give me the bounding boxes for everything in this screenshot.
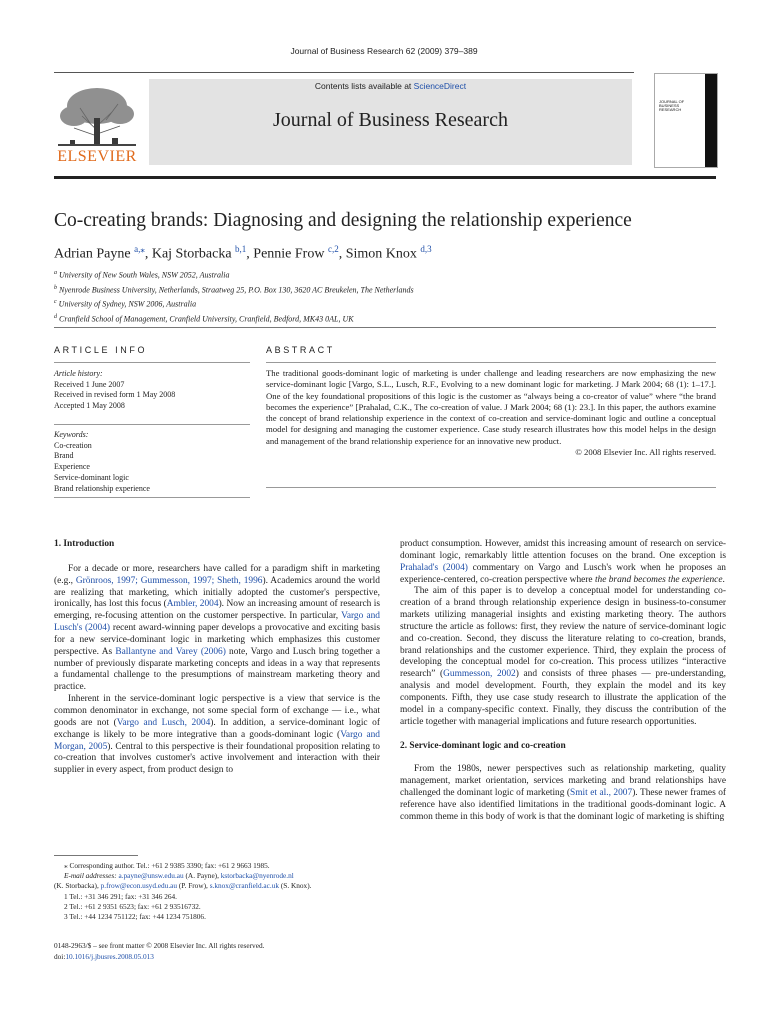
keywords-block xyxy=(54,430,250,494)
text-run: Inherent in the service-dominant logic perspective is a view that service is the common denominator in exchange, not some special form of exchange — i.e., what goods are not ( xyxy=(54,694,380,728)
affiliation-text: University of New South Wales, NSW 2052, Australia xyxy=(57,270,230,280)
author-name: Kaj Storbacka xyxy=(151,246,236,262)
author-name: Pennie Frow xyxy=(253,246,328,262)
email-link-storbacka[interactable]: kstorbacka@nyenrode.nl xyxy=(220,871,294,881)
intro-paragraph-3 xyxy=(400,539,726,586)
contents-prefix: Contents lists available at xyxy=(314,81,414,91)
intro-paragraph-1 xyxy=(54,564,380,694)
abstract-heading: ABSTRACT xyxy=(266,345,335,355)
email-name-payne: (A. Payne), xyxy=(183,871,221,881)
section-rule xyxy=(54,327,716,328)
history-entry: Received in revised form 1 May 2008 xyxy=(54,390,176,400)
affiliation xyxy=(54,296,734,311)
citation-link[interactable]: Grönroos, 1997; Gummesson, 1997; Sheth, 1996 xyxy=(75,575,263,586)
email-name-frow: (P. Frow), xyxy=(177,881,210,891)
abstract-text: The traditional goods-dominant logic of marketing is under challenge and leading researchers are now emphasizing the new service-dominant logic [Vargo, S.L., Lusch, R.F., Evolving to a new dominant logic for marketing. J Mark 2004; 68 (1): 1–17.]. One of the key foundational propositions of this logic is the customer as “always being a co-creator of value” where “the brand becomes the experience” [Prahalad, C.K., The co-creation of value. J Mark 2004; 68 (1): 23.]. In this paper, the authors examine the concept of brand relationship experience in the context of co-creation and service-dominant logic and outline a conceptual model for designing and managing the customer experience. Case study research illustrates how this model helps in the design and management of the brand relationship experience for an innovative new product. xyxy=(266,368,716,446)
sciencedirect-link[interactable]: ScienceDirect xyxy=(413,81,467,91)
history-label: Article history: xyxy=(54,369,103,378)
text-run: ). Central to this perspective is their foundational proposition relating to co-creation that involves customer's active involvement and interaction with their supplier in every aspect, from product design to xyxy=(54,741,380,776)
text-run: ) and consists of three phases — pre-understanding, analysis and model development. Fourth, they explain the model and its key components. Fifth, they use case study research to illustrate the application of the model in a company-specific context. Finally, they discuss the contribution of the article together with managerial implications and future research opportunities. xyxy=(400,669,726,727)
affiliation xyxy=(54,267,734,282)
history-entry: Accepted 1 May 2008 xyxy=(54,401,125,411)
text-run: note, Vargo and Lusch bring together a number of previously disparate marketing concepts and ideas in a way that represents a fundamental challenge to the presumptions of mainstream marketing theory and practice. xyxy=(54,646,380,693)
section-2-title: 2. Service-dominant logic and co-creation xyxy=(400,740,566,751)
abstract-body xyxy=(266,368,716,458)
journal-title[interactable]: Journal of Business Research xyxy=(273,109,508,131)
abstract-rule xyxy=(266,362,716,363)
email-line-1 xyxy=(54,871,384,881)
text-run: ). In addition, a service-dominant logic of exchange is likely to be more integrative than a goods-dominant logic ( xyxy=(54,717,380,740)
issn-line: 0148-2963/$ – see front matter © 2008 Elsevier Inc. All rights reserved. xyxy=(54,941,265,950)
affiliation-text: University of Sydney, NSW 2006, Australia xyxy=(56,299,197,309)
author-name: Adrian Payne xyxy=(54,246,135,262)
doi-link[interactable]: 10.1016/j.jbusres.2008.05.013 xyxy=(65,952,154,961)
intro-paragraph-4 xyxy=(400,586,726,728)
abstract-copyright: © 2008 Elsevier Inc. All rights reserved. xyxy=(575,447,716,458)
email-label: E-mail addresses: xyxy=(64,871,117,881)
email-link-payne[interactable]: a.payne@unsw.edu.au xyxy=(118,871,184,881)
author-separator: , xyxy=(246,246,254,262)
affiliation-mark: b xyxy=(54,284,57,291)
article-info-rule xyxy=(54,424,250,425)
body-column-left xyxy=(54,539,380,777)
keyword: Experience xyxy=(54,462,90,472)
keyword: Brand relationship experience xyxy=(54,483,150,493)
article-history xyxy=(54,369,250,412)
body-column-right xyxy=(400,539,726,824)
affiliation-text: Cranfield School of Management, Cranfield University, Cranfield, Bedford, MK43 0AL, UK xyxy=(57,314,354,324)
text-run: ). Now an increasing amount of research is emerging, re-focusing attention on the customer perspective. In particular, xyxy=(54,599,380,622)
affiliation xyxy=(54,311,734,326)
author-affiliation-mark[interactable]: d,3 xyxy=(420,244,432,254)
email-link-frow[interactable]: p.frow@econ.usyd.edu.au xyxy=(100,881,178,891)
text-run: . xyxy=(722,574,725,585)
header-rule xyxy=(54,72,634,73)
affiliation-text: Nyenrode Business University, Netherlands, Straatweg 25, P.O. Box 130, 3620 AC Breukelen, The Netherlands xyxy=(57,285,414,295)
citation-link[interactable]: Vargo and Lusch, 2004 xyxy=(116,717,211,728)
author-name: Simon Knox xyxy=(345,246,421,262)
corresponding-author-note: ⁎ Corresponding author. Tel.: +61 2 9385 3390; fax: +61 2 9663 1985. xyxy=(64,861,270,870)
article-info-rule xyxy=(54,497,250,498)
citation-link[interactable]: Prahalad's (2004) xyxy=(400,562,468,573)
abstract-rule xyxy=(266,487,716,488)
doi-line xyxy=(54,951,384,962)
text-run: ). Academics around the world are realizing that marketing, which initially adopted the customer's perspective, ironically, has lost this focus ( xyxy=(54,575,380,610)
email-link-knox[interactable]: s.knox@cranfield.ac.uk xyxy=(209,881,280,891)
elsevier-wordmark: ELSEVIER xyxy=(57,148,137,165)
affiliation-mark: c xyxy=(54,299,57,306)
citation-link[interactable]: Vargo and Morgan, 2005 xyxy=(54,729,380,752)
footnote-3: 3 Tel.: +44 1234 751122; fax: +44 1234 751806. xyxy=(64,912,206,922)
article-info-heading: ARTICLE INFO xyxy=(54,345,148,355)
keyword: Brand xyxy=(54,451,74,461)
section-1-title: 1. Introduction xyxy=(54,539,115,549)
author-affiliation-mark[interactable]: a,⁎ xyxy=(134,244,145,254)
text-run: commentary on Vargo and Lusch's work when he proposes an experience-centered, co-creation perspective where xyxy=(400,562,726,585)
email-name-knox: (S. Knox). xyxy=(279,881,312,891)
history-entry: Received 1 June 2007 xyxy=(54,379,125,389)
journal-reference: Journal of Business Research 62 (2009) 379–389 xyxy=(290,46,478,56)
section-2-paragraph-1 xyxy=(400,764,726,823)
citation-link[interactable]: Vargo and Lusch's (2004) xyxy=(54,611,380,634)
footnote-2: 2 Tel.: +61 2 9351 6523; fax: +61 2 93516732. xyxy=(64,901,201,911)
header-thick-rule xyxy=(54,176,716,179)
text-run: The aim of this paper is to develop a conceptual model for understanding co-creation of a brand through relationship experience design in business-to-consumer markets utilizing managerial insights and existing marketing theory. The authors structure the article as follows: first, they review the nature of service-dominant logic and co-creation. Second, they discuss the literature relating to co-creation, brands, brand relationships and the customer experience. Third, they explain the process of developing the conceptual model for co-creation. This process utilizes “interactive research” ( xyxy=(400,586,726,680)
email-name-storbacka: (K. Storbacka), xyxy=(54,881,101,891)
text-run: product consumption. However, amidst this increasing amount of research on service-dominant logic, remarkably little attention focuses on the brand. One exception is xyxy=(400,539,726,561)
footnote-1: 1 Tel.: +31 346 291; fax: +31 346 264. xyxy=(64,891,177,901)
text-run: For a decade or more, researchers have called for a paradigm shift in marketing (e.g., xyxy=(54,563,380,586)
citation-link[interactable]: Ambler, 2004 xyxy=(166,599,219,610)
affiliation-mark: a xyxy=(54,270,57,276)
affiliation xyxy=(54,282,734,297)
cover-title: JOURNAL OF BUSINESS RESEARCH xyxy=(659,99,685,112)
keyword: Service-dominant logic xyxy=(54,472,129,482)
text-run: the brand becomes the experience xyxy=(594,574,723,585)
article-info-rule xyxy=(54,362,250,363)
keywords-label: Keywords: xyxy=(54,430,89,439)
author-separator: , xyxy=(144,246,152,262)
keyword: Co-creation xyxy=(54,440,92,450)
author-affiliation-mark[interactable]: b,1 xyxy=(235,244,247,254)
affiliation-mark: d xyxy=(54,313,57,320)
contents-line xyxy=(149,81,632,91)
text-run: ). These newer frames of reference have also identified limitations in the traditional goods-dominant logic. A common theme in this body of work is that the dominant logic of marketing is shifting xyxy=(400,788,727,822)
email-line-2 xyxy=(54,881,384,891)
citation-link[interactable]: Gummesson, 2002 xyxy=(443,669,516,680)
citation-link[interactable]: Ballantyne and Varey (2006) xyxy=(115,646,226,657)
paper-title: Co-creating brands: Diagnosing and designing the relationship experience xyxy=(54,210,632,231)
intro-paragraph-2 xyxy=(54,694,380,777)
citation-link[interactable]: Smit et al., 2007 xyxy=(570,788,633,799)
affiliation-list xyxy=(54,267,734,326)
publication-meta xyxy=(54,940,384,962)
author-separator: , xyxy=(338,246,346,262)
author-list xyxy=(54,244,734,263)
doi-prefix: doi: xyxy=(54,952,66,961)
footnote-rule xyxy=(54,855,138,856)
text-run: recent award-winning paper develops a provocative and exciting basis for a new service-dominant logic in marketing which emphasizes this customer perspective. As xyxy=(54,623,380,657)
author-affiliation-mark[interactable]: c,2 xyxy=(327,244,339,254)
journal-cover-thumbnail xyxy=(654,73,718,168)
cover-spine xyxy=(705,74,717,167)
text-run: From the 1980s, newer perspectives such as relationship marketing, quality management, market orientation, services marketing and brand relationships have challenged the dominant logic of marketing ( xyxy=(400,764,726,799)
footnotes xyxy=(54,861,384,922)
